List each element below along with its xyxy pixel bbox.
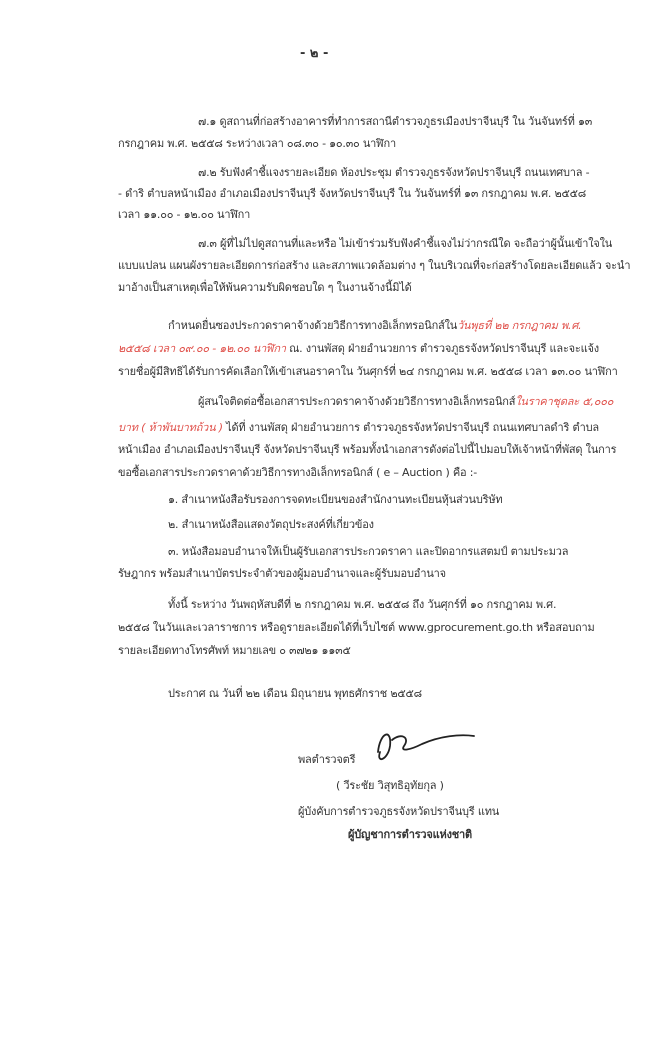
announcement-date: ประกาศ ณ วันที่ ๒๒ เดือน มิถุนายน พุทธศักราช ๒๕๕๘ xyxy=(168,687,422,700)
item-7-1-line-2: กรกฎาคม พ.ศ. ๒๕๕๘ ระหว่างเวลา ๐๘.๓๐ - ๑๐.๓๐ นาฬิกา xyxy=(118,137,396,150)
handwritten-signature xyxy=(370,722,480,770)
document-item-3-line-1: ๓. หนังสือมอบอำนาจให้เป็นผู้รับเอกสารประกวดราคา และปิดอากรแสตมป์ ตามประมวล xyxy=(168,545,569,558)
signatory-name: ( วีระชัย วิสุทธิอุทัยกุล ) xyxy=(336,779,444,792)
submission-date-highlight: วันพุธที่ ๒๒ กรกฎาคม พ.ศ. xyxy=(457,319,582,332)
item-7-3-line-2: แบบแปลน แผนผังรายละเอียดการก่อสร้าง และสภาพแวดล้อมต่าง ๆ ในบริเวณที่จะก่อสร้างโดยละเอียดแล้ว จะนำ xyxy=(118,259,631,272)
submission-line-1 xyxy=(168,318,581,333)
submission-line-3: รายชื่อผู้มีสิทธิได้รับการคัดเลือกให้เข้าเสนอราคาใน วันศุกร์ที่ ๒๔ กรกฎาคม พ.ศ. ๒๕๕๘ เวลา ๑๓.๐๐ นาฬิกา xyxy=(118,365,618,378)
submission-time-highlight: ๒๕๕๘ เวลา ๐๙.๐๐ - ๑๒.๐๐ นาฬิกา xyxy=(118,342,286,355)
item-7-2-line-1: ๗.๒ รับฟังคำชี้แจงรายละเอียด ห้องประชุม ตำรวจภูธรจังหวัดปราจีนบุรี ถนนเทศบาล - xyxy=(198,166,590,179)
item-7-1-line-1: ๗.๑ ดูสถานที่ก่อสร้างอาคารที่ทำการสถานีตำรวจภูธรเมืองปราจีนบุรี ใน วันจันทร์ที่ ๑๓ xyxy=(198,115,593,128)
purchase-line-3: หน้าเมือง อำเภอเมืองปราจีนบุรี จังหวัดปราจีนบุรี พร้อมทั้งนำเอกสารดังต่อไปนี้ไปมอบให้เจ้าหน้าที่พัสดุ ในการ xyxy=(118,443,617,456)
period-line-2: ๒๕๕๘ ในวันและเวลาราชการ หรือดูรายละเอียดได้ที่เว็บไซต์ www.gprocurement.go.th หรือสอบถาม xyxy=(118,621,595,634)
purchase-price-highlight: ในราคาชุดละ ๕,๐๐๐ xyxy=(515,395,614,408)
signatory-rank: พลตำรวจตรี xyxy=(298,753,356,766)
submission-location: ณ. งานพัสดุ ฝ่ายอำนวยการ ตำรวจภูธรจังหวัดปราจีนบุรี และจะแจ้ง xyxy=(285,342,599,355)
purchase-price-words-highlight: บาท ( ห้าพันบาทถ้วน ) xyxy=(118,421,223,434)
submission-text: กำหนดยื่นซองประกวดราคาจ้างด้วยวิธีการทางอิเล็กทรอนิกส์ใน xyxy=(168,319,458,332)
document-item-2: ๒. สำเนาหนังสือแสดงวัตถุประสงค์ที่เกี่ยวข้อง xyxy=(168,518,374,531)
item-7-3-line-1: ๗.๓ ผู้ที่ไม่ไปดูสถานที่และหรือ ไม่เข้าร่วมรับฟังคำชี้แจงไม่ว่ากรณีใด จะถือว่าผู้นั้นเข้าใจใน xyxy=(198,237,613,250)
page-number: - ๒ - xyxy=(300,46,329,61)
signatory-position: ผู้บังคับการตำรวจภูธรจังหวัดปราจีนบุรี แทน xyxy=(298,805,500,818)
item-7-2-line-2: - ดำริ ตำบลหน้าเมือง อำเภอเมืองปราจีนบุรี จังหวัดปราจีนบุรี ใน วันจันทร์ที่ ๑๓ กรกฎาคม พ.ศ. ๒๕๕๘ xyxy=(118,187,587,200)
item-7-2-line-3: เวลา ๑๑.๐๐ - ๑๒.๐๐ นาฬิกา xyxy=(118,208,251,221)
period-line-3: รายละเอียดทางโทรศัพท์ หมายเลข ๐ ๓๗๒๑ ๑๑๓๕ xyxy=(118,644,351,657)
purchase-line-1 xyxy=(198,394,613,409)
purchase-text: ผู้สนใจติดต่อซื้อเอกสารประกวดราคาจ้างด้วยวิธีการทางอิเล็กทรอนิกส์ xyxy=(198,395,516,408)
item-7-3-line-3: มาอ้างเป็นสาเหตุเพื่อให้พ้นความรับผิดชอบใด ๆ ในงานจ้างนี้มิได้ xyxy=(118,281,412,294)
document-item-1: ๑. สำเนาหนังสือรับรองการจดทะเบียนของสำนักงานทะเบียนหุ้นส่วนบริษัท xyxy=(168,493,503,506)
signatory-authority: ผู้บัญชาการตำรวจแห่งชาติ xyxy=(348,828,472,841)
period-line-1: ทั้งนี้ ระหว่าง วันพฤหัสบดีที่ ๒ กรกฎาคม พ.ศ. ๒๕๕๘ ถึง วันศุกร์ที่ ๑๐ กรกฎาคม พ.ศ. xyxy=(168,598,557,611)
document-item-3-line-2: รัษฎากร พร้อมสำเนาบัตรประจำตัวของผู้มอบอำนาจและผู้รับมอบอำนาจ xyxy=(118,567,446,580)
purchase-location: ได้ที่ งานพัสดุ ฝ่ายอำนวยการ ตำรวจภูธรจังหวัดปราจีนบุรี ถนนเทศบาลดำริ ตำบล xyxy=(222,421,599,434)
purchase-line-2 xyxy=(118,420,599,435)
submission-line-2 xyxy=(118,341,599,356)
purchase-line-4: ขอซื้อเอกสารประกวดราคาด้วยวิธีการทางอิเล็กทรอนิกส์ ( e – Auction ) คือ :- xyxy=(118,466,478,479)
